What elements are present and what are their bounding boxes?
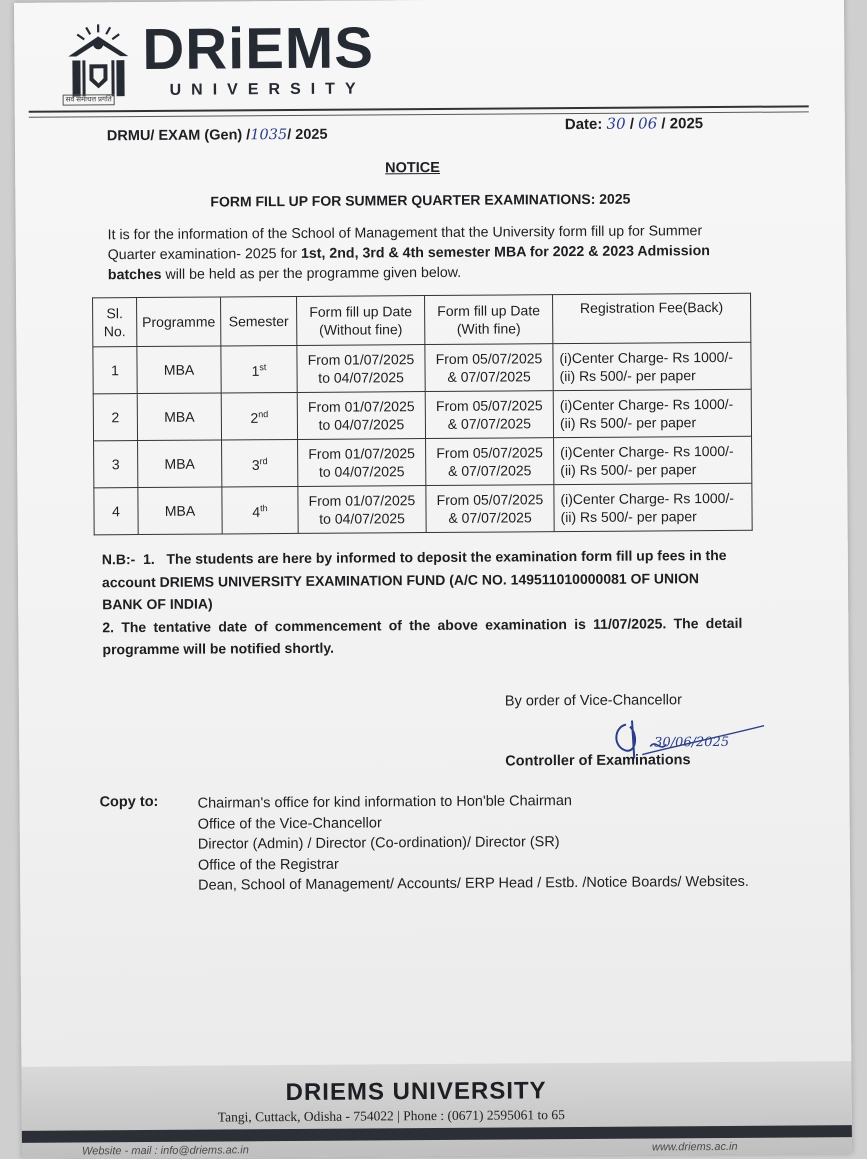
- nb-label: N.B:-: [101, 551, 136, 568]
- footer-email: Website - mail : info@driems.ac.in: [81, 1144, 249, 1158]
- list-item: Dean, School of Management/ Accounts/ ERP Head / Estb. /Notice Boards/ Websites.: [198, 873, 749, 894]
- cell-sl: 3: [94, 441, 138, 488]
- col-header-programme: Programme: [137, 297, 221, 347]
- table-row: [94, 436, 752, 488]
- nb-item-1-text: The students are here by informed to deposit the examination form fill up fees in the account DRIEMS UNIVERSITY EXAMINATION FUND (A/C NO. 149511010000081 OF UNION BANK OF INDIA): [101, 546, 727, 613]
- footer-university-name: DRIEMS UNIVERSITY: [285, 1077, 547, 1107]
- intro-text-bold: 1st, 2nd, 3rd & 4th semester MBA for 2022 & 2023 Admission batches: [107, 243, 710, 284]
- notice-page: [14, 0, 852, 1159]
- university-motto: सर्वं समाधत्त प्रगति: [63, 94, 115, 105]
- schedule-table: [92, 293, 753, 536]
- table-row: [93, 389, 751, 441]
- cell-without-fine: From 01/07/2025 to 04/07/2025: [297, 345, 425, 393]
- cell-sl: 4: [94, 488, 138, 535]
- cell-without-fine: From 01/07/2025 to 04/07/2025: [298, 439, 426, 487]
- cell-fee: (i)Center Charge- Rs 1000/- (ii) Rs 500/- per paper: [554, 483, 752, 531]
- table-row: [93, 342, 751, 394]
- list-item: Director (Admin) / Director (Co-ordination)/ Director (SR): [197, 834, 560, 853]
- cell-semester: 4th: [222, 486, 298, 534]
- intro-text-1: It is for the information of the School of Management that the University form fill up for Summer Quarter examination- 2025 for: [107, 223, 703, 264]
- signature-date-handwritten: 30/06/2025: [654, 734, 730, 751]
- notice-date: Date: 30 / 06 / 2025: [564, 114, 704, 134]
- date-day-handwritten: 30: [606, 114, 626, 133]
- date-month-handwritten: 06: [638, 114, 658, 133]
- ref-number-handwritten: 1035: [250, 127, 288, 144]
- cell-with-fine: From 05/07/2025 & 07/07/2025: [425, 344, 553, 392]
- col-header-semester: Semester: [221, 296, 297, 346]
- list-item: Chairman's office for kind information to Hon'ble Chairman: [197, 793, 573, 812]
- copy-to-list: [197, 790, 748, 896]
- intro-text-2: will be held as per the programme given below.: [161, 264, 462, 283]
- notice-title: NOTICE: [385, 159, 440, 177]
- cell-fee: (i)Center Charge- Rs 1000/- (ii) Rs 500/- per paper: [553, 342, 751, 390]
- university-subtitle: UNIVERSITY: [169, 80, 366, 99]
- copy-to-label: Copy to:: [99, 793, 159, 811]
- col-header-sl: Sl. No.: [93, 298, 137, 347]
- col-header-fee: Registration Fee(Back): [553, 293, 751, 343]
- reference-number: [107, 127, 328, 145]
- cell-fee: (i)Center Charge- Rs 1000/- (ii) Rs 500/- per paper: [553, 389, 751, 437]
- cell-sl: 1: [93, 347, 137, 394]
- table-header-row: [93, 293, 751, 347]
- cell-semester: 3rd: [222, 439, 298, 487]
- cell-programme: MBA: [138, 440, 222, 488]
- nb-item-1-number: 1.: [143, 550, 155, 568]
- list-item: Office of the Registrar: [197, 856, 339, 874]
- list-item: Office of the Vice-Chancellor: [197, 814, 382, 833]
- cell-programme: MBA: [137, 393, 221, 441]
- nb-item-2: 2. The tentative date of commencement of the above examination is 11/07/2025. The detail programme will be notified shortly.: [102, 614, 743, 658]
- date-label: Date:: [564, 115, 603, 134]
- ref-suffix: / 2025: [287, 126, 328, 144]
- cell-with-fine: From 05/07/2025 & 07/07/2025: [426, 485, 554, 533]
- table-row: [94, 483, 752, 535]
- cell-fee: (i)Center Charge- Rs 1000/- (ii) Rs 500/- per paper: [554, 436, 752, 484]
- col-header-without-fine: Form fill up Date (Without fine): [297, 296, 425, 346]
- footer-address: Tangi, Cuttack, Odisha - 754022 | Phone : (0671) 2595061 to 65: [217, 1107, 565, 1125]
- cell-semester: 1st: [221, 345, 297, 393]
- cell-without-fine: From 01/07/2025 to 04/07/2025: [297, 392, 425, 440]
- footer-website: www.driems.ac.in: [651, 1140, 738, 1154]
- nb-item-1: [102, 544, 742, 616]
- notice-subject: FORM FILL UP FOR SUMMER QUARTER EXAMINATIONS: 2025: [210, 190, 631, 210]
- cell-with-fine: From 05/07/2025 & 07/07/2025: [426, 438, 554, 486]
- cell-programme: MBA: [137, 346, 221, 394]
- date-year: / 2025: [661, 115, 704, 133]
- cell-without-fine: From 01/07/2025 to 04/07/2025: [298, 486, 426, 534]
- university-name: DRiEMS: [142, 15, 375, 83]
- col-header-with-fine: Form fill up Date (With fine): [425, 295, 553, 345]
- intro-paragraph: [108, 221, 740, 285]
- controller-designation: Controller of Examinations: [505, 752, 691, 770]
- ref-prefix: DRMU/ EXAM (Gen) /: [106, 127, 251, 145]
- by-order-line: By order of Vice-Chancellor: [504, 692, 682, 710]
- cell-with-fine: From 05/07/2025 & 07/07/2025: [425, 391, 553, 439]
- cell-programme: MBA: [138, 487, 222, 535]
- nota-bene: [102, 544, 743, 661]
- cell-semester: 2nd: [221, 392, 297, 440]
- cell-sl: 2: [93, 394, 137, 441]
